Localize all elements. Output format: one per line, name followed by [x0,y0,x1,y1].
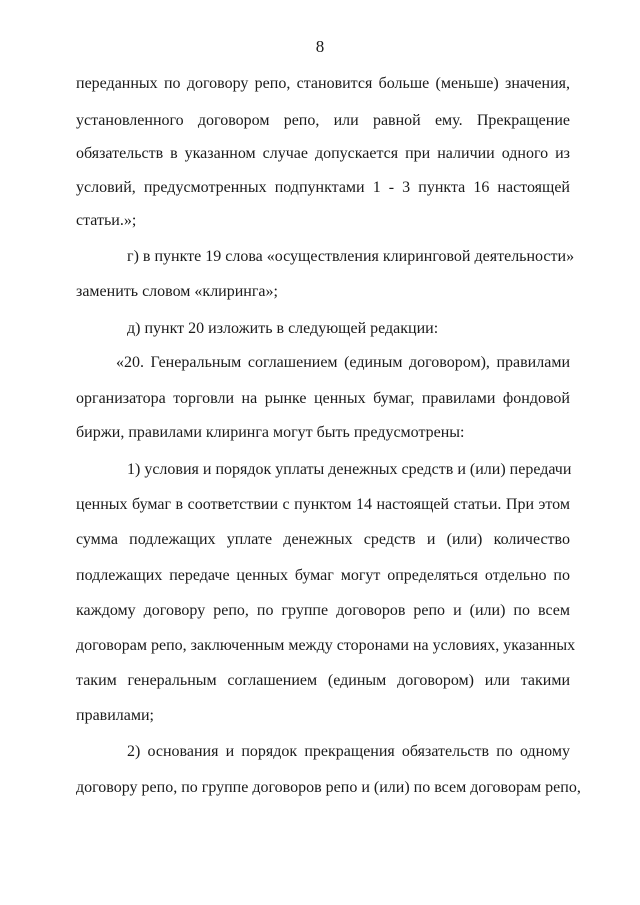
text-line: договору репо, по группе договоров репо и (или) по всем договорам репо, [76,779,581,796]
text-line: статьи.»; [76,212,137,229]
text-line: ценных бумаг в соответствии с пунктом 14 настоящей статьи. При этом [76,496,570,513]
text-line: договорам репо, заключенным между сторонами на условиях, указанных [76,637,576,654]
text-line: условий, предусмотренных подпунктами 1 - 3 пункта 16 настоящей [76,179,570,196]
text-line: 1) условия и порядок уплаты денежных средств и (или) передачи [127,461,572,478]
page-number: 8 [315,37,325,56]
text-line: каждому договору репо, по группе договоров репо и (или) по всем [76,602,570,619]
text-line: заменить словом «клиринга»; [76,283,278,300]
text-line: «20. Генеральным соглашением (единым договором), правилами [116,354,570,371]
text-line: переданных по договору репо, становится больше (меньше) значения, [76,75,570,92]
text-line: организатора торговли на рынке ценных бумаг, правилами фондовой [76,390,570,407]
text-line: биржи, правилами клиринга могут быть предусмотрены: [76,424,465,441]
text-line: д) пункт 20 изложить в следующей редакции: [127,320,439,337]
text-line: 2) основания и порядок прекращения обязательств по одному [127,743,570,760]
text-line: подлежащих передаче ценных бумаг могут определяться отдельно по [76,567,570,584]
text-line: таким генеральным соглашением (единым договором) или такими [76,672,570,689]
text-line: г) в пункте 19 слова «осуществления клиринговой деятельности» [127,248,575,265]
text-line: правилами; [76,707,154,724]
text-line: сумма подлежащих уплате денежных средств и (или) количество [76,531,570,548]
text-line: установленного договором репо, или равной ему. Прекращение [76,112,570,129]
text-line: обязательств в указанном случае допускается при наличии одного из [76,145,570,162]
